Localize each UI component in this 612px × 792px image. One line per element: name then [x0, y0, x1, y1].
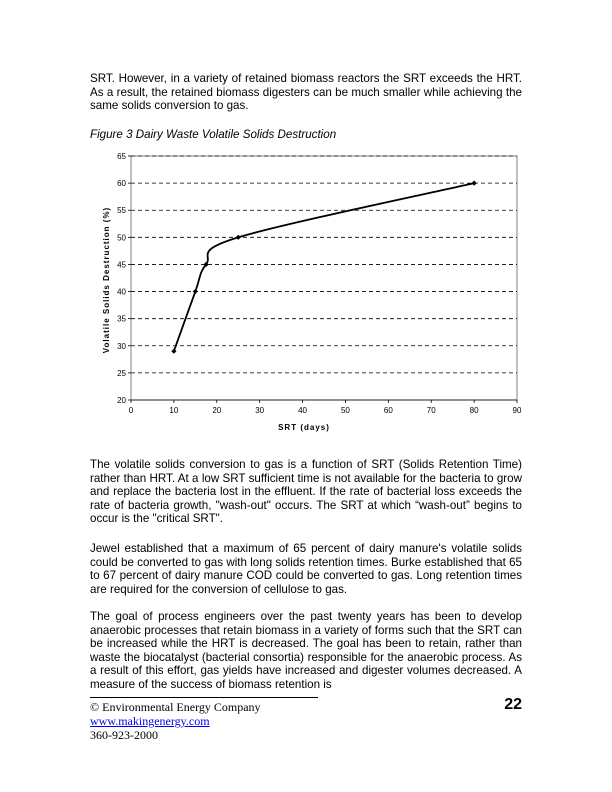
x-tick-label-30: 30: [255, 406, 265, 415]
y-tick-label-60: 60: [117, 179, 126, 189]
x-tick-label-10: 10: [169, 406, 179, 415]
data-point-0-3: [236, 235, 241, 240]
plot-frame: [131, 156, 517, 400]
intro-paragraph: SRT. However, in a variety of retained biomass reactors the SRT exceeds the HRT. As a result, the retained biomass digesters can be much smaller while achieving the same solids conversion to gas.: [90, 72, 522, 112]
footer-phone: 360-923-2000: [90, 728, 158, 742]
x-tick-label-70: 70: [426, 406, 436, 415]
footer-divider: [90, 697, 318, 698]
x-tick-label-50: 50: [340, 406, 350, 415]
y-tick-label-55: 55: [117, 206, 126, 216]
x-tick-label-0: 0: [128, 406, 134, 415]
y-tick-label-25: 25: [117, 368, 126, 378]
page-number: 22: [504, 696, 522, 713]
data-point-0-0: [171, 349, 176, 354]
y-tick-label-65: 65: [117, 152, 126, 161]
figure-caption: Figure 3 Dairy Waste Volatile Solids Destruction: [90, 128, 337, 141]
x-tick-label-20: 20: [212, 406, 222, 415]
x-tick-label-40: 40: [298, 406, 308, 415]
y-tick-label-50: 50: [117, 233, 126, 243]
data-point-0-1: [193, 289, 198, 294]
footer-copyright: © Environmental Energy Company: [90, 700, 261, 714]
y-tick-label-20: 20: [117, 396, 126, 405]
footer-website-link[interactable]: [90, 714, 210, 728]
x-tick-label-80: 80: [469, 406, 479, 415]
y-axis-title: Volatile Solids Destruction (%): [102, 206, 111, 354]
series-line-0: [174, 183, 474, 351]
y-tick-label-35: 35: [117, 314, 126, 324]
x-axis-title: SRT (days): [278, 423, 330, 432]
website-link-text[interactable]: www.makingenergy.com: [90, 714, 210, 728]
srt-paragraph: The volatile solids conversion to gas is a function of SRT (Solids Retention Time) rather than HRT. At a low SRT sufficient time is not available for the bacteria to grow and replace the bacteria lost in the effluent. If the rate of bacterial loss exceeds the rate of bacteria growth, "wash-out" occurs. The SRT at which “wash-out” begins to occur is the "critical SRT".: [90, 458, 522, 525]
y-tick-label-40: 40: [117, 287, 126, 297]
jewel-paragraph: Jewel established that a maximum of 65 percent of dairy manure's volatile solids could be converted to gas with long solids retention times. Burke established that 65 to 67 percent of dairy manure COD could be converted to gas. Long retention times are required for the conversion of cellulose to gas.: [90, 542, 522, 596]
y-tick-label-45: 45: [117, 260, 126, 270]
goal-paragraph: The goal of process engineers over the past twenty years has been to develop anaerobic processes that retain biomass in a variety of forms such that the SRT can be increased while the HRT is decreased. The goal has been to retain, rather than waste the biocatalyst (bacterial consortia) responsible for the anaerobic process. As a result of this effort, gas yields have increased and digester volumes decreased. A measure of the success of biomass retention is: [90, 610, 522, 691]
x-tick-label-90: 90: [512, 406, 522, 415]
data-point-0-4: [472, 181, 477, 186]
y-tick-label-30: 30: [117, 341, 126, 351]
volatile-solids-chart: [90, 148, 530, 440]
x-tick-label-60: 60: [383, 406, 393, 415]
